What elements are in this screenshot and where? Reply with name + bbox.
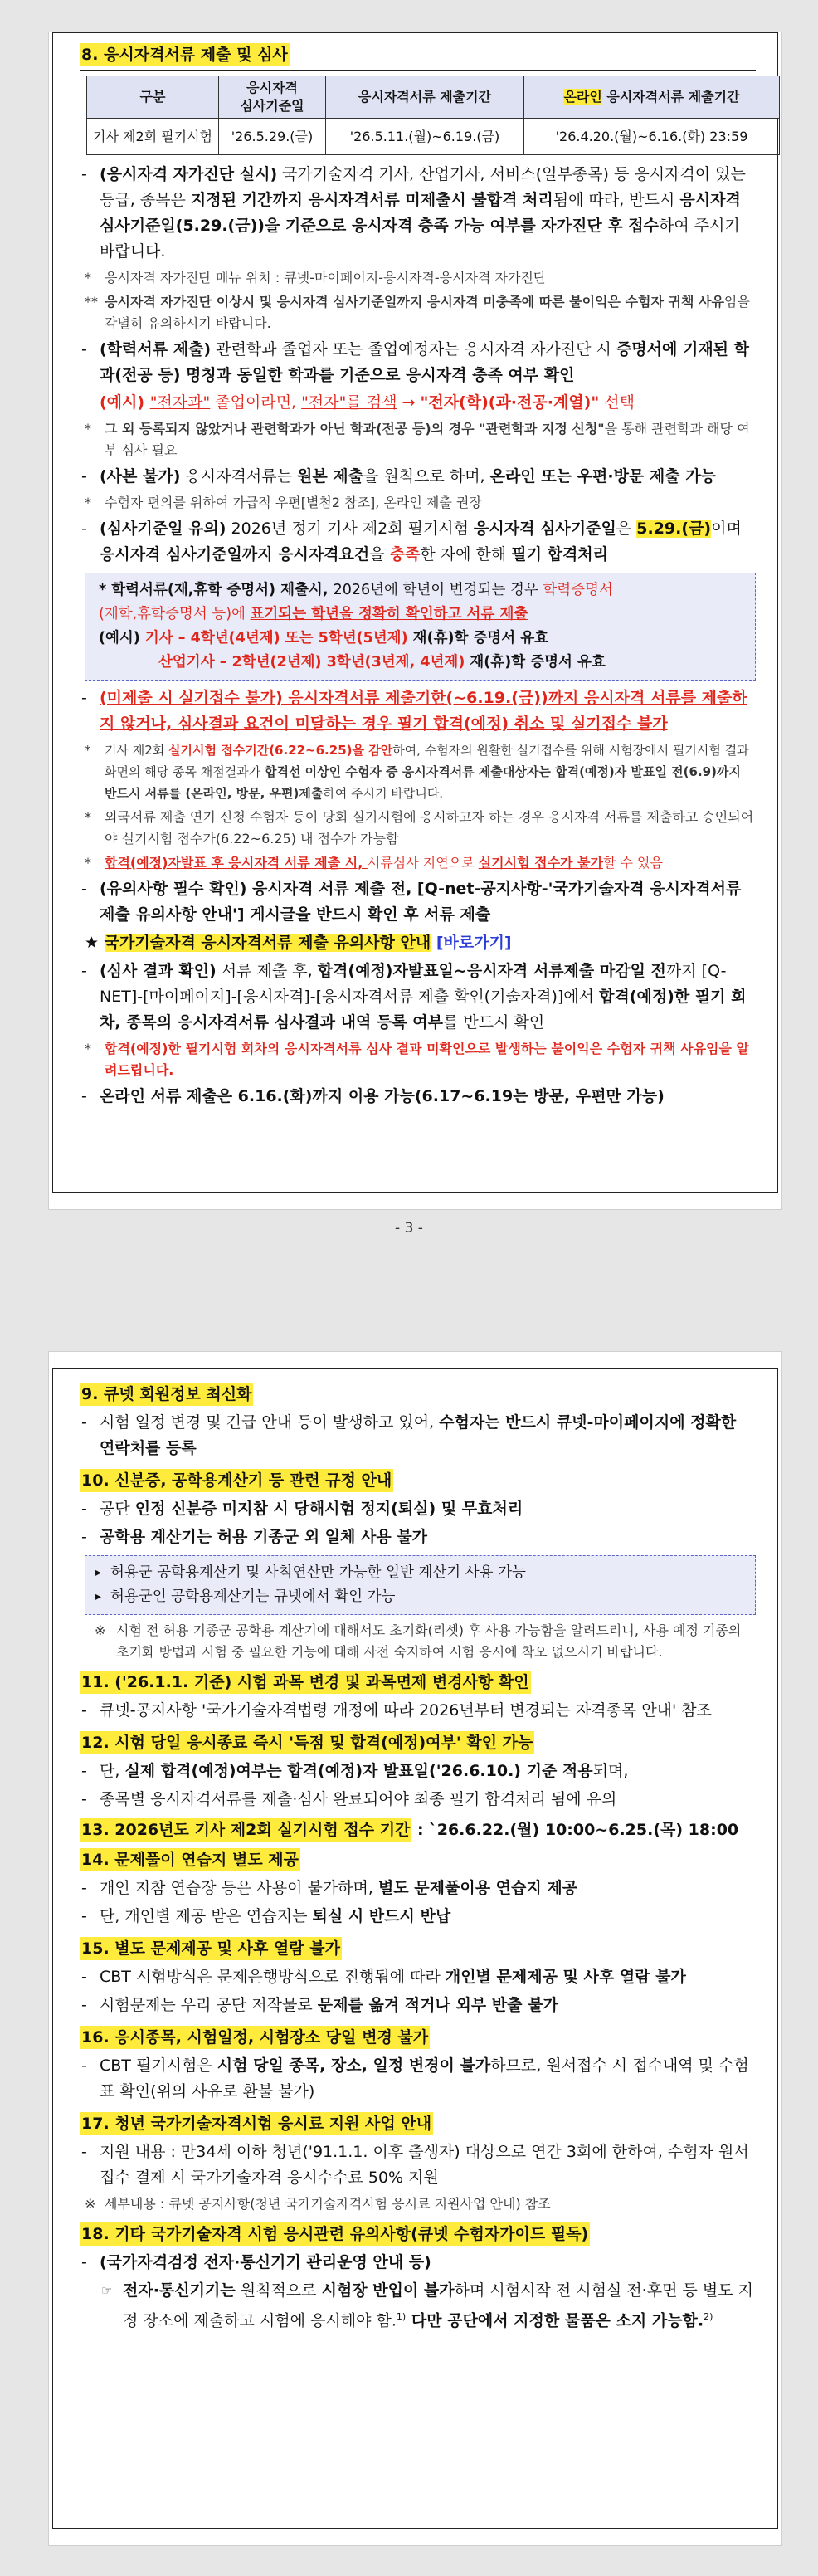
section-17-title: 17. 청년 국가기술자격시험 응시료 지원 사업 안내 (80, 2112, 433, 2135)
note-text: 할 수 있음 (602, 855, 663, 871)
text: 응시자격서류는 (180, 467, 297, 485)
text: 재(휴)학 증명서 유효 (465, 654, 606, 671)
text: 하여 주시기 바랍니다. (100, 217, 740, 261)
note (80, 1038, 756, 1081)
text: 을 원칙으로 하며, (363, 467, 490, 485)
text: 증명서에 기재된 학과(전공 등) 명칭과 동일한 학과를 기준으로 응시자격 충족 여부 확인 (100, 340, 749, 384)
triangle-bullet-icon: ▸ (95, 1590, 102, 1603)
note-marker: ※ (85, 2196, 96, 2212)
note-marker: * (85, 495, 91, 510)
table-cell: '26.5.29.(금) (219, 119, 326, 155)
text: 필기 합격처리 (511, 545, 609, 564)
note (80, 418, 756, 461)
precaution-item: - (유의사항 필수 확인) 응시자격 서류 제출 전, [Q-net-공지사항-'국가기술자격 응시자격서류 제출 유의사항 안내'] 게시글을 반드시 확인 후 서류 제출 (81, 880, 742, 924)
text: 학력증명서 (543, 582, 613, 598)
note (80, 267, 756, 289)
submission-table (86, 76, 780, 155)
text: 표기되는 학년을 정확히 확인하고 서류 제출 (250, 606, 528, 622)
text: CBT 필기시험은 (100, 2056, 217, 2075)
table-header (524, 76, 780, 119)
text: (응시자격 자가진단 실시) (100, 165, 278, 183)
list-item: - CBT 필기시험은 시험 당일 종목, 장소, 일정 변경이 불가하므로, 원서접수 시 접수내역 및 수험표 확인(위의 사유로 환불 불가) (81, 2056, 749, 2100)
list-item (94, 1561, 747, 1585)
note-text: 실기시험 접수가 불가 (478, 855, 603, 871)
section-8-title: 8. 응시자격서류 제출 및 심사 (80, 43, 290, 66)
section-18-title: 18. 기타 국가기술자격 시험 응시관련 유의사항(큐넷 수험자가이드 필독) (80, 2222, 590, 2246)
text: 을 (369, 545, 390, 564)
text: 이며 (711, 520, 742, 538)
note (80, 739, 756, 804)
text: 공학용 계산기는 허용 기종군 외 일체 사용 불가 (100, 1528, 428, 1546)
note-text: 응시자격 자가진단 이상시 및 응시자격 심사기준일까지 응시자격 미충족에 따른 불이익은 수험자 귀책 사유 (105, 294, 724, 310)
table-header: 구분 (87, 76, 219, 119)
list-item (94, 1585, 747, 1609)
table-header: 응시자격 심사기준일 (219, 76, 326, 119)
section-15-title: 15. 별도 문제제공 및 사후 열람 불가 (80, 1937, 342, 1960)
text: 관련학과 졸업자 또는 졸업예정자는 응시자격 자가진단 시 (211, 340, 616, 359)
text: 국가기술자격 기사, 산업기사, 서비스(일부종목) 등 응시자격이 있는 등급, 종목은 (100, 165, 746, 209)
text: 지정된 기간까지 응시자격서류 미제출시 불합격 처리 (190, 191, 553, 209)
calculator-notice-box (85, 1555, 756, 1615)
text: 재(휴)학 증명서 유효 (407, 630, 549, 646)
text: 개인 지참 연습장 등은 사용이 불가하며, (100, 1879, 378, 1897)
note (80, 2193, 756, 2215)
footnote-ref: 1) (396, 2311, 407, 2322)
example-label: (예시) (100, 393, 150, 412)
text: 실제 합격(예정)여부는 합격(예정)자 발표일('26.6.10.) 기준 적용 (124, 1762, 593, 1780)
list-item: - 공단 인정 신분증 미지참 시 당해시험 정지(퇴실) 및 무효처리 (81, 1500, 523, 1518)
text: 충족 (389, 545, 421, 564)
education-docs-item: - (학력서류 제출) 관련학과 졸업자 또는 졸업예정자는 응시자격 자가진단 시 증명서에 기재된 학과(전공 등) 명칭과 동일한 학과를 기준으로 응시자격 충족 여부 확인 (예시) "전자과" 졸업이라면, "전자"를 검색 → "전자(학)(과·전공·계열)" 선택 (81, 340, 749, 412)
page-number: - 3 - (395, 1220, 423, 1237)
footnote-ref: 2) (704, 2311, 713, 2322)
online-label: 온라인 (563, 89, 602, 105)
note (80, 807, 756, 850)
note-text: 합격(예정)자발표 후 응시자격 서류 제출 시, (105, 855, 368, 871)
text: 공단 (100, 1500, 135, 1518)
note-text: 시험 전 허용 기종군 공학용 계산기에 대해서도 초기화(리셋) 후 사용 가능함을 알려드리니, 사용 예정 기종의 초기화 방법과 시험 중 필요한 기능에 대해 사전 숙지하여 시험 응시에 착오 없으시기 바랍니다. (116, 1622, 742, 1660)
note-marker: * (85, 743, 91, 758)
text: 별도 문제풀이용 연습지 제공 (377, 1879, 578, 1897)
text: 큐넷-공지사항 '국가기술자격법령 개정에 따라 2026년부터 변경되는 자격종목 안내' 참조 (100, 1701, 713, 1720)
text: 응시자격 심사기준일(5.29.(금))을 기준으로 응시자격 충족 가능 여부를 자가진단 후 접수 (100, 191, 741, 235)
note-text: 하여 주시기 바랍니다. (323, 786, 444, 801)
text: 인정 신분증 미지참 시 당해시험 정지(퇴실) 및 무효처리 (134, 1500, 523, 1518)
table-row (87, 119, 780, 155)
note-text: 실기시험 접수기간(6.22~6.25)을 감안 (168, 743, 393, 758)
text: 은 (616, 520, 637, 538)
text: 수험자는 반드시 큐넷-마이페이지에 정확한 연락처를 등록 (100, 1413, 737, 1457)
text: 산업기사 – 2학년(2년제) 3학년(3년제, 4년제) (158, 654, 465, 671)
table-header: 응시자격서류 제출기간 (326, 76, 524, 119)
text: 시험문제는 우리 공단 저작물로 (100, 1996, 318, 2014)
note-text: 기사 제2회 (105, 743, 169, 758)
text: 원본 제출 (296, 467, 363, 485)
note-marker: ** (85, 294, 98, 310)
text: 응시자격 심사기준일까지 응시자격요건 (100, 545, 370, 564)
note-marker: * (85, 855, 91, 871)
text: 응시자격 심사기준일 (474, 520, 616, 538)
note (80, 1620, 756, 1663)
text: 온라인 또는 우편·방문 제출 가능 (489, 467, 716, 485)
note-text: 서류심사 지연으로 (367, 855, 479, 871)
text: (미제출 시 실기접수 불가) 응시자격서류 제출기한(~6.19.(금))까지 응시자격 서류를 제출하지 않거나, 심사결과 요건이 미달하는 경우 필기 합격(예정) 취소 및 실기접수 불가 (100, 689, 747, 733)
reference-date-item: - (심사기준일 유의) 2026년 정기 기사 제2회 필기시험 응시자격 심사기준일은 5.29.(금)이며 응시자격 심사기준일까지 응시자격요건을 충족한 자에 한해 필기 합격처리 (81, 520, 742, 564)
text: : `26.6.22.(월) 10:00~6.25.(목) 18:00 (411, 1821, 739, 1839)
list-item: - 시험 일정 변경 및 긴급 안내 등이 발생하고 있어, 수험자는 반드시 큐넷-마이페이지에 정확한 연락처를 등록 (81, 1413, 737, 1457)
text: 지원 내용 : 만34세 이하 청년('91.1.1. 이후 출생자) 대상으로 연간 3회에 한하여, 수험자 원서접수 결제 시 국가기술자격 응시수수료 50% 지원 (100, 2143, 749, 2187)
document-page-3 (48, 32, 782, 1210)
section-9-title: 9. 큐넷 회원정보 최신화 (80, 1383, 253, 1406)
list-item: - 공학용 계산기는 허용 기종군 외 일체 사용 불가 (81, 1528, 428, 1546)
online-submission-item: - 온라인 서류 제출은 6.16.(화)까지 이용 가능(6.17~6.19는 방문, 우편만 가능) (81, 1087, 665, 1105)
document-page-4 (48, 1351, 782, 2546)
text: 하며 시험시작 전 시험실 전·후면 등 별도 지정 장소에 제출하고 시험에 응시해야 함. (123, 2281, 753, 2330)
table-header-rest: 응시자격서류 제출기간 (601, 89, 740, 105)
text: (심사기준일 유의) (100, 520, 226, 538)
note-text: 합격(예정)한 필기시험 회차의 응시자격서류 심사 결과 미확인으로 발생하는 불이익은 수험자 귀책 사유임을 알려드립니다. (105, 1041, 749, 1078)
text: "전자(학)(과·전공·계열)" (420, 393, 600, 412)
list-item: - 큐넷-공지사항 '국가기술자격법령 개정에 따라 2026년부터 변경되는 자격종목 안내' 참조 (81, 1701, 713, 1720)
education-notice-box (85, 573, 756, 681)
text: 단, 개인별 제공 받은 연습지는 (100, 1907, 313, 1925)
text: "전자과" (149, 393, 211, 412)
section-12-title: 12. 시험 당일 응시종료 즉시 '득점 및 합격(예정)여부' 확인 가능 (80, 1731, 534, 1754)
text: 를 반드시 확인 (443, 1013, 545, 1032)
section-16-title: 16. 응시종목, 시험일정, 시험장소 당일 변경 불가 (80, 2026, 430, 2049)
text: 원칙적으로 (235, 2281, 322, 2300)
text: 하므로, 원서접수 시 접수내역 및 수험표 확인(위의 사유로 환불 불가) (100, 2056, 749, 2100)
text: 시험 당일 종목, 장소, 일정 변경이 불가 (217, 2056, 491, 2075)
table-cell: 기사 제2회 필기시험 (87, 119, 219, 155)
text: 서류 제출 후, (216, 962, 318, 980)
section-13-title: 13. 2026년도 기사 제2회 실기시험 접수 기간 (80, 1818, 411, 1842)
page-frame (52, 1368, 778, 2529)
list-item: - 단, 실제 합격(예정)여부는 합격(예정)자 발표일('26.6.10.) 기준 적용되며, (81, 1762, 629, 1780)
guide-title: 국가기술자격 응시자격서류 제출 유의사항 안내 (104, 934, 431, 952)
note-text: 외국서류 제출 연기 신청 수험자 등이 당회 실기시험에 응시하고자 하는 경우 응시자격 서류를 제출하고 승인되어야 실기시험 접수가(6.22~6.25) 내 접수가 가능함 (105, 809, 754, 846)
divider (80, 70, 756, 71)
note (80, 852, 756, 874)
text: 선택 (599, 393, 635, 412)
text: (학력서류 제출) (100, 340, 212, 359)
text: * 학력서류(재,휴학 증명서) 제출시, (99, 582, 334, 598)
note-text: 하여, 수험자의 원활한 실기접수를 위해 시험장에서 필기시험 결과화면의 해당 종목 채점결과가 (105, 743, 749, 779)
text: 개인별 문제제공 및 사후 열람 불가 (445, 1968, 686, 1986)
text: 됨에 따라, 반드시 (553, 191, 680, 209)
text: 허용군인 공학용계산기는 큐넷에서 확인 가능 (110, 1588, 396, 1605)
note-text: 합격선 이상인 수험자 중 응시자격서류 제출대상자는 합격(예정)자 발표일 전(6.9)까지 반드시 서류를 (온라인, 방문, 우편)제출 (105, 764, 741, 801)
list-item: - (국가자격검정 전자·통신기기 관리운영 안내 등) (81, 2253, 431, 2271)
text: (국가자격검정 전자·통신기기 관리운영 안내 등) (100, 2253, 431, 2271)
text: 2026년에 학년이 변경되는 경우 (333, 582, 543, 598)
text: 다만 공단에서 지정한 물품은 소지 가능함. (406, 2311, 704, 2330)
text: 퇴실 시 반드시 반납 (312, 1907, 451, 1925)
text: 온라인 서류 제출은 6.16.(화)까지 이용 가능(6.17~6.19는 방문, 우편만 가능) (100, 1087, 665, 1105)
text: 전자·통신기기는 (123, 2281, 236, 2300)
text: 시험장 반입이 불가 (321, 2281, 455, 2300)
list-item: - 시험문제는 우리 공단 저작물로 문제를 옮겨 적거나 외부 반출 불가 (81, 1996, 558, 2014)
text: 합격(예정)한 필기 회차, 종목의 응시자격서류 심사결과 내역 등록 여부 (100, 988, 747, 1032)
section-13-line (80, 1817, 756, 1843)
section-11-title: 11. ('26.1.1. 기준) 시험 과목 변경 및 과목면제 변경사항 확인 (80, 1671, 531, 1694)
list-item: - CBT 시험방식은 문제은행방식으로 진행됨에 따라 개인별 문제제공 및 사후 열람 불가 (81, 1968, 686, 1986)
text: 단, (100, 1762, 125, 1780)
note-text: 수험자 편의를 위하여 가급적 우편[별첨2 참조], 온라인 제출 권장 (105, 495, 482, 510)
note-marker: * (85, 421, 91, 437)
text: CBT 시험방식은 문제은행방식으로 진행됨에 따라 (100, 1968, 446, 1986)
text: (심사 결과 확인) (100, 962, 217, 980)
text: 5.29.(금) (636, 520, 712, 538)
note-marker: * (85, 270, 91, 285)
text: 졸업이라면, (210, 393, 302, 412)
text: (재학,휴학증명서 등)에 (99, 606, 251, 622)
text: (사본 불가) (100, 467, 181, 485)
no-submission-item: - (미제출 시 실기접수 불가) 응시자격서류 제출기한(~6.19.(금))까지 응시자격 서류를 제출하지 않거나, 심사결과 요건이 미달하는 경우 필기 합격(예정) 취소 및 실기접수 불가 (81, 689, 747, 733)
note-text: 세부내용 : 큐넷 공지사항(청년 국가기술자격시험 응시료 지원사업 안내) 참조 (105, 2196, 551, 2212)
list-item: - 개인 지참 연습장 등은 사용이 불가하며, 별도 문제풀이용 연습지 제공 (81, 1879, 578, 1897)
section-10-title: 10. 신분증, 공학용계산기 등 관련 규정 안내 (80, 1469, 393, 1492)
list-item: - 단, 개인별 제공 받은 연습지는 퇴실 시 반드시 반납 (81, 1907, 451, 1925)
guide-link-line (85, 930, 756, 956)
text: 되며, (592, 1762, 629, 1780)
shortcut-link[interactable]: [바로가기] (431, 934, 512, 952)
list-item: - 종목별 응시자격서류를 제출·심사 완료되어야 최종 필기 합격처리 됨에 유의 (81, 1790, 617, 1808)
text: (예시) (99, 630, 145, 646)
text: 한 자에 한해 (420, 545, 512, 564)
star-icon: ★ (85, 934, 100, 952)
note-text: 그 외 등록되지 않았거나 관련학과가 아닌 학과(전공 등)의 경우 "관련학과 지정 신청" (105, 421, 605, 437)
text: → (397, 393, 421, 412)
review-result-item: - (심사 결과 확인) 서류 제출 후, 합격(예정)자발표일~응시자격 서류제출 마감일 전까지 [Q-NET]-[마이페이지]-[응시자격]-[응시자격서류 제출 확인(기술자격)]에서 합격(예정)한 필기 회차, 종목의 응시자격서류 심사결과 내역 등록 여부를 반드시 확인 (81, 962, 747, 1032)
triangle-bullet-icon: ▸ (95, 1566, 102, 1579)
table-header-row (87, 76, 780, 119)
original-docs-item: - (사본 불가) 응시자격서류는 원본 제출을 원칙으로 하며, 온라인 또는 우편·방문 제출 가능 (81, 467, 716, 485)
text: 시험 일정 변경 및 긴급 안내 등이 발생하고 있어, (100, 1413, 440, 1432)
text: 종목별 응시자격서류를 제출·심사 완료되어야 최종 필기 합격처리 됨에 유의 (100, 1790, 617, 1808)
text: "전자"를 검색 (301, 393, 397, 412)
note-text: 응시자격 자가진단 메뉴 위치 : 큐넷-마이페이지-응시자격-응시자격 자가진단 (105, 270, 547, 285)
table-cell: '26.5.11.(월)~6.19.(금) (326, 119, 524, 155)
page-frame (52, 32, 778, 1193)
note-marker: ※ (95, 1622, 106, 1638)
section-14-title: 14. 문제풀이 연습지 별도 제공 (80, 1848, 300, 1871)
text: 합격(예정)자발표일~응시자격 서류제출 마감일 전 (317, 962, 666, 980)
table-cell: '26.4.20.(월)~6.16.(화) 23:59 (524, 119, 780, 155)
text: 2026년 정기 기사 제2회 필기시험 (226, 520, 475, 538)
note-text: 임을 각별히 유의하시기 바랍니다. (105, 294, 750, 331)
list-item: - 지원 내용 : 만34세 이하 청년('91.1.1. 이후 출생자) 대상으로 연간 3회에 한하여, 수험자 원서접수 결제 시 국가기술자격 응시수수료 50% 지원 (81, 2143, 749, 2187)
list-item (80, 2278, 756, 2334)
pointing-hand-icon: ☞ (101, 2283, 113, 2298)
text: 까지 [Q-NET]-[마이페이지]-[응시자격]-[응시자격서류 제출 확인(기술자격)]에서 (100, 962, 727, 1006)
note-marker: * (85, 1041, 91, 1056)
note (80, 291, 756, 334)
self-check-item: - (응시자격 자가진단 실시) 국가기술자격 기사, 산업기사, 서비스(일부종목) 등 응시자격이 있는 등급, 종목은 지정된 기간까지 응시자격서류 미제출시 불합격 처리됨에 따라, 반드시 응시자격 심사기준일(5.29.(금))을 기준으로 응시자격 충족 가능 여부를 자가진단 후 접수하여 주시기 바랍니다. (81, 165, 746, 261)
note (80, 492, 756, 514)
text: 문제를 옮겨 적거나 외부 반출 불가 (317, 1996, 558, 2014)
text: (유의사항 필수 확인) 응시자격 서류 제출 전, [Q-net-공지사항-'국가기술자격 응시자격서류 제출 유의사항 안내'] 게시글을 반드시 확인 후 서류 제출 (100, 880, 742, 924)
text: 허용군 공학용계산기 및 사칙연산만 가능한 일반 계산기 사용 가능 (110, 1564, 526, 1581)
note-text: 을 통해 관련학과 해당 여부 심사 필요 (105, 421, 750, 458)
note-marker: * (85, 809, 91, 825)
text: 기사 – 4학년(4년제) 또는 5학년(5년제) (144, 630, 408, 646)
